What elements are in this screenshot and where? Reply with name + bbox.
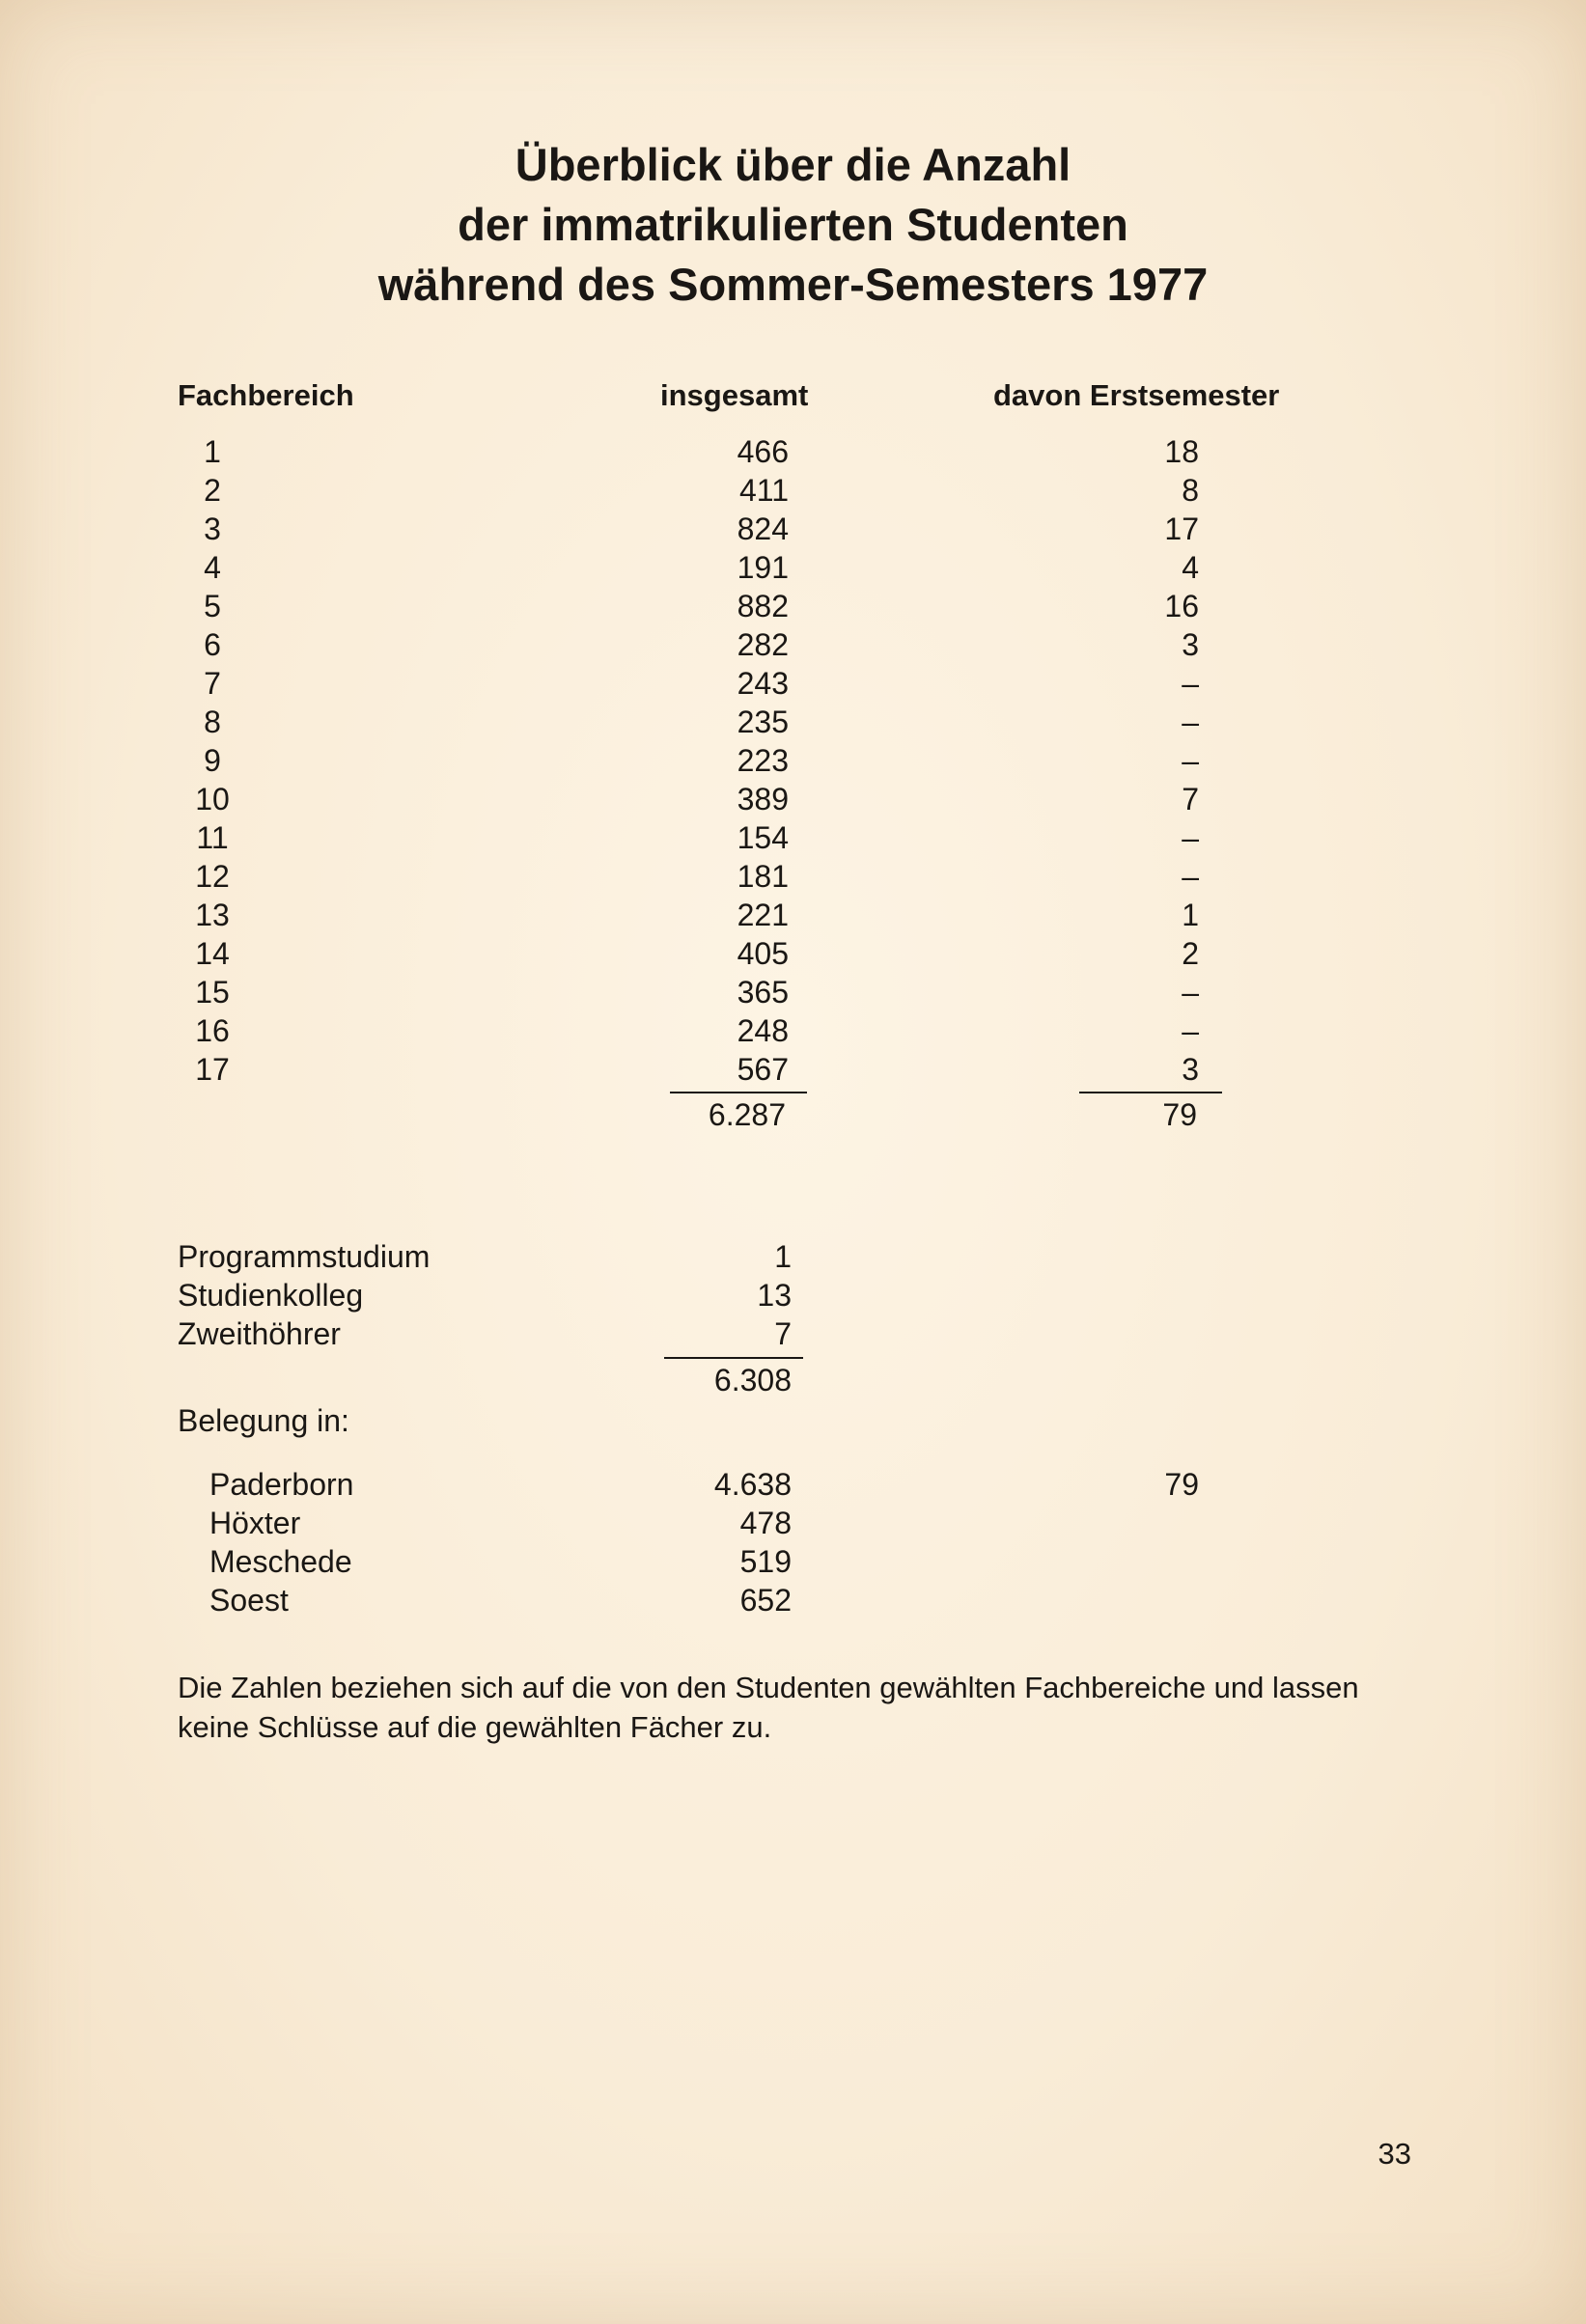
belegung-place: Soest <box>209 1583 289 1618</box>
row-ers: 2 <box>1182 936 1199 971</box>
row-ers: 1 <box>1182 898 1199 932</box>
footnote-paragraph: Die Zahlen beziehen sich auf die von den Studenten gewählten Fachbereiche und lassen keine Schlüsse auf die gewählten Fächer zu. <box>178 1671 1359 1744</box>
belegung-label: Belegung in: <box>178 1403 349 1438</box>
row-ins: 221 <box>737 898 789 932</box>
belegung-insgesamt: 4.638 <box>713 1467 792 1502</box>
title-line-2: der immatrikulierten Studenten <box>458 199 1128 250</box>
row-ins: 466 <box>737 434 789 469</box>
row-ins: 235 <box>737 705 789 739</box>
row-fb: 9 <box>204 743 221 778</box>
extra-total-rule <box>664 1357 803 1359</box>
page-number: 33 <box>1377 2137 1411 2171</box>
row-fb: 6 <box>204 627 221 662</box>
row-fb: 12 <box>195 859 230 894</box>
row-ers: – <box>1182 666 1199 701</box>
extra-value: 1 <box>774 1239 792 1274</box>
row-ers: 18 <box>1164 434 1199 469</box>
row-fb: 3 <box>204 512 221 546</box>
row-fb: 16 <box>195 1013 230 1048</box>
row-fb: 10 <box>195 782 230 816</box>
extra-value: 7 <box>774 1316 792 1351</box>
row-ers: – <box>1182 859 1199 894</box>
row-ins: 567 <box>737 1052 789 1087</box>
header-insgesamt: insgesamt <box>660 378 809 412</box>
row-ers: – <box>1182 705 1199 739</box>
row-fb: 7 <box>204 666 221 701</box>
row-ins: 882 <box>737 589 789 623</box>
header-erstsemester: davon Erstsemester <box>993 378 1280 412</box>
row-ins: 389 <box>737 782 789 816</box>
row-ers: – <box>1182 743 1199 778</box>
row-fb: 2 <box>204 473 221 508</box>
total-rule-erstsemester <box>1079 1092 1222 1093</box>
row-ers: 3 <box>1182 1052 1199 1087</box>
total-erstsemester: 79 <box>1162 1097 1197 1132</box>
row-ins: 154 <box>737 820 789 855</box>
row-ers: 8 <box>1182 473 1199 508</box>
belegung-erstsemester: 79 <box>1164 1467 1199 1502</box>
row-fb: 1 <box>204 434 221 469</box>
row-fb: 14 <box>195 936 230 971</box>
belegung-place: Paderborn <box>209 1467 354 1502</box>
row-fb: 17 <box>195 1052 230 1087</box>
row-ers: – <box>1182 975 1199 1010</box>
total-insgesamt: 6.287 <box>708 1097 786 1132</box>
row-ers: 7 <box>1182 782 1199 816</box>
belegung-insgesamt: 652 <box>739 1583 792 1618</box>
row-fb: 15 <box>195 975 230 1010</box>
row-fb: 11 <box>196 820 229 855</box>
row-ers: 16 <box>1164 589 1199 623</box>
extra-label: Programmstudium <box>178 1239 431 1274</box>
row-ers: – <box>1182 1013 1199 1048</box>
row-ins: 181 <box>737 859 789 894</box>
row-fb: 5 <box>204 589 221 623</box>
row-ers: 4 <box>1182 550 1199 585</box>
extra-total: 6.308 <box>713 1363 792 1397</box>
row-ins: 365 <box>737 975 789 1010</box>
row-ers: – <box>1182 820 1199 855</box>
row-ins: 824 <box>737 512 789 546</box>
row-ins: 191 <box>737 550 789 585</box>
title-line-1: Überblick über die Anzahl <box>515 139 1071 190</box>
header-fachbereich: Fachbereich <box>178 378 354 412</box>
extra-label: Zweithöhrer <box>178 1316 341 1351</box>
row-fb: 4 <box>204 550 221 585</box>
row-ins: 411 <box>738 473 789 508</box>
row-fb: 13 <box>195 898 230 932</box>
title-line-3: während des Sommer-Semesters 1977 <box>377 259 1209 310</box>
belegung-place: Meschede <box>209 1544 352 1579</box>
extra-label: Studienkolleg <box>178 1278 364 1313</box>
extra-value: 13 <box>757 1278 792 1313</box>
belegung-place: Höxter <box>209 1506 301 1540</box>
page-title <box>0 135 1586 315</box>
row-ins: 243 <box>737 666 789 701</box>
row-ers: 3 <box>1182 627 1199 662</box>
row-ins: 223 <box>737 743 789 778</box>
row-fb: 8 <box>204 705 221 739</box>
row-ins: 248 <box>737 1013 789 1048</box>
belegung-insgesamt: 519 <box>739 1544 792 1579</box>
belegung-insgesamt: 478 <box>739 1506 792 1540</box>
row-ers: 17 <box>1164 512 1199 546</box>
row-ins: 405 <box>737 936 789 971</box>
total-rule-insgesamt <box>670 1092 807 1093</box>
row-ins: 282 <box>737 627 789 662</box>
